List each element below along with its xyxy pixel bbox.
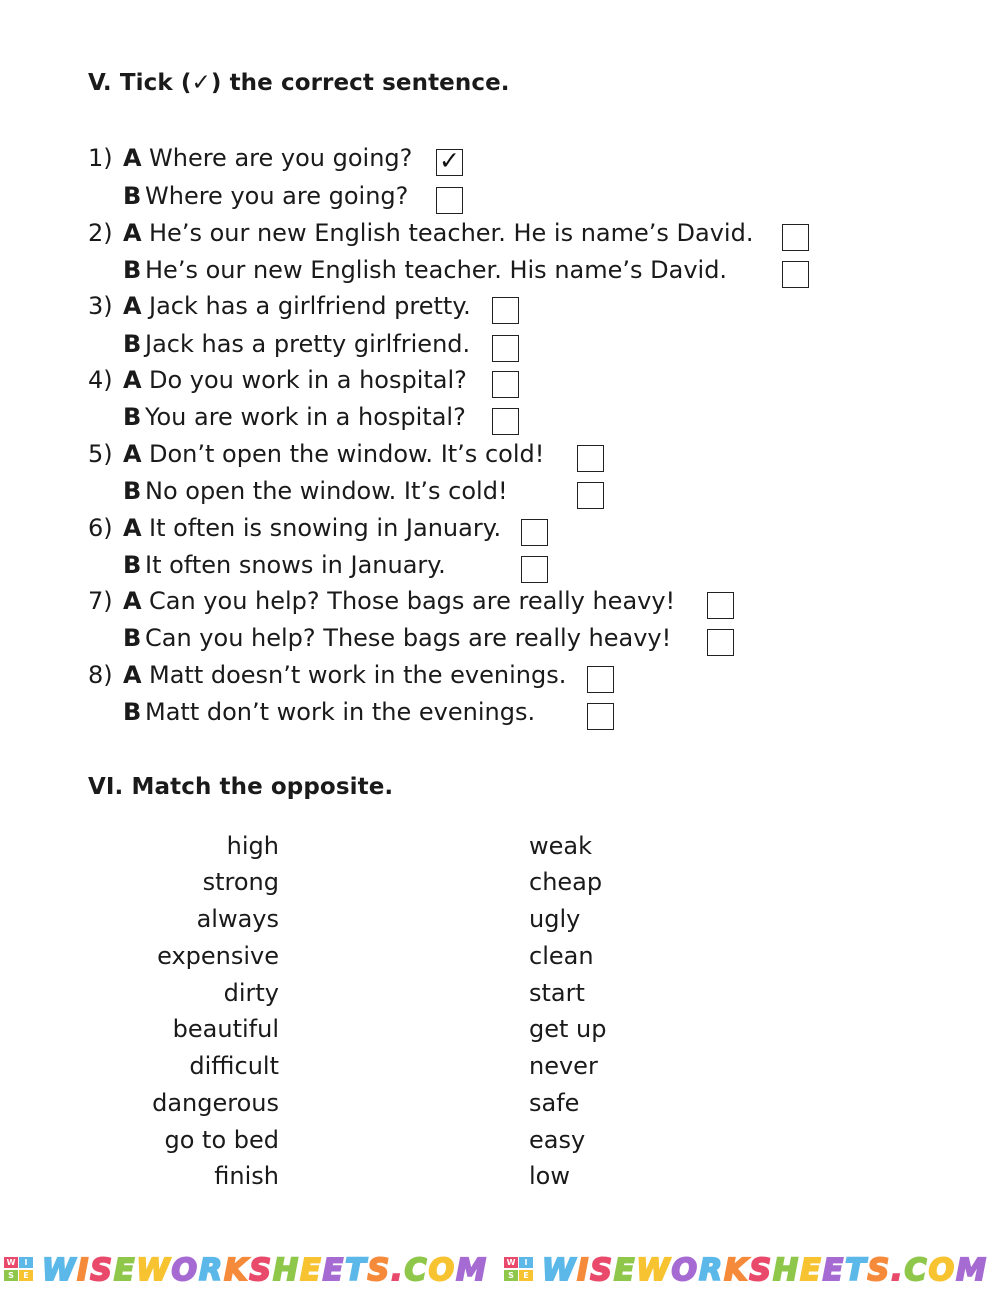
sentence-option [0,587,1000,623]
sentence-option [0,440,1000,476]
option-sentence: Do you work in a hospital? [149,366,467,394]
check-mark-icon: ✓ [439,146,460,175]
match-left-word[interactable]: difficult [189,1052,279,1080]
option-sentence: It often is snowing in January. [149,514,502,542]
option-letter: A [123,366,142,394]
option-sentence: Can you help? These bags are really heavy! [145,624,672,652]
question-number: 5) [88,440,113,468]
match-right-word[interactable]: safe [529,1089,580,1117]
option-letter: A [123,440,142,468]
wiseworksheets-logo-icon: W I S E [504,1257,536,1283]
match-left-word[interactable]: always [196,905,279,933]
match-right-word[interactable]: low [529,1162,570,1190]
match-right-word[interactable]: clean [529,942,594,970]
option-letter: B [123,256,142,284]
sentence-option [0,292,1000,328]
match-left-word[interactable]: finish [214,1162,279,1190]
sentence-option [0,514,1000,550]
tick-checkbox[interactable] [587,666,614,693]
sentence-option [0,477,1000,513]
tick-checkbox[interactable] [782,261,809,288]
option-sentence: Jack has a girlfriend pretty. [149,292,471,320]
option-letter: B [123,182,142,210]
match-left-word[interactable]: beautiful [172,1015,279,1043]
match-left-word[interactable]: strong [202,868,279,896]
sentence-option [0,330,1000,366]
match-left-word[interactable]: go to bed [164,1126,279,1154]
option-sentence: He’s our new English teacher. He is name’s David. [149,219,754,247]
sentence-option [0,661,1000,697]
option-letter: B [123,698,142,726]
match-right-word[interactable]: cheap [529,868,603,896]
question-number: 7) [88,587,113,615]
option-sentence: Where are you going? [149,144,413,172]
sentence-option [0,182,1000,218]
option-sentence: Where you are going? [145,182,409,210]
tick-checkbox[interactable] [707,592,734,619]
option-letter: B [123,330,142,358]
section-vi-title: VI. Match the opposite. [88,774,394,800]
match-left-word[interactable]: high [226,832,279,860]
question-number: 3) [88,292,113,320]
option-sentence: Matt don’t work in the evenings. [145,698,536,726]
sentence-option [0,219,1000,255]
match-left-word[interactable]: dangerous [152,1089,279,1117]
tick-checkbox[interactable] [492,335,519,362]
match-right-word[interactable]: start [529,979,585,1007]
tick-checkbox[interactable] [492,371,519,398]
option-sentence: Can you help? Those bags are really heavy! [149,587,676,615]
option-sentence: You are work in a hospital? [145,403,466,431]
option-sentence: It often snows in January. [145,551,446,579]
tick-checkbox[interactable] [492,297,519,324]
watermark-text: WISEWORKSHEETS.COM [542,1253,988,1288]
watermark-text: WISEWORKSHEETS.COM [42,1253,488,1288]
option-letter: A [123,587,142,615]
match-right-word[interactable]: get up [529,1015,607,1043]
option-letter: A [123,661,142,689]
sentence-option [0,698,1000,734]
option-letter: A [123,144,142,172]
option-letter: A [123,219,142,247]
sentence-option [0,144,1000,180]
sentence-option [0,624,1000,660]
option-letter: B [123,403,142,431]
section-v-title: V. Tick (✓) the correct sentence. [88,70,510,96]
option-sentence: Don’t open the window. It’s cold! [149,440,545,468]
match-right-word[interactable]: weak [529,832,592,860]
question-number: 8) [88,661,113,689]
match-right-word[interactable]: never [529,1052,598,1080]
match-left-word[interactable]: expensive [157,942,279,970]
tick-checkbox[interactable] [707,629,734,656]
sentence-option [0,551,1000,587]
option-sentence: Jack has a pretty girlfriend. [145,330,471,358]
sentence-option [0,256,1000,292]
tick-checkbox[interactable] [577,445,604,472]
tick-checkbox[interactable] [587,703,614,730]
sentence-option [0,366,1000,402]
question-number: 2) [88,219,113,247]
option-sentence: No open the window. It’s cold! [145,477,508,505]
question-number: 1) [88,144,113,172]
tick-checkbox[interactable] [782,224,809,251]
tick-checkbox[interactable] [577,482,604,509]
wiseworksheets-logo-icon: W I S E [4,1257,36,1283]
tick-checkbox[interactable] [436,146,463,176]
option-letter: A [123,292,142,320]
tick-checkbox[interactable] [436,187,463,214]
tick-checkbox[interactable] [521,519,548,546]
question-number: 6) [88,514,113,542]
option-letter: B [123,551,142,579]
option-sentence: He’s our new English teacher. His name’s David. [145,256,728,284]
option-letter: B [123,624,142,652]
tick-checkbox[interactable] [521,556,548,583]
option-letter: B [123,477,142,505]
match-right-word[interactable]: easy [529,1126,586,1154]
option-letter: A [123,514,142,542]
match-left-word[interactable]: dirty [223,979,279,1007]
tick-checkbox[interactable] [492,408,519,435]
watermark-footer [0,1252,1000,1288]
option-sentence: Matt doesn’t work in the evenings. [149,661,567,689]
question-number: 4) [88,366,113,394]
match-right-word[interactable]: ugly [529,905,581,933]
sentence-option [0,403,1000,439]
